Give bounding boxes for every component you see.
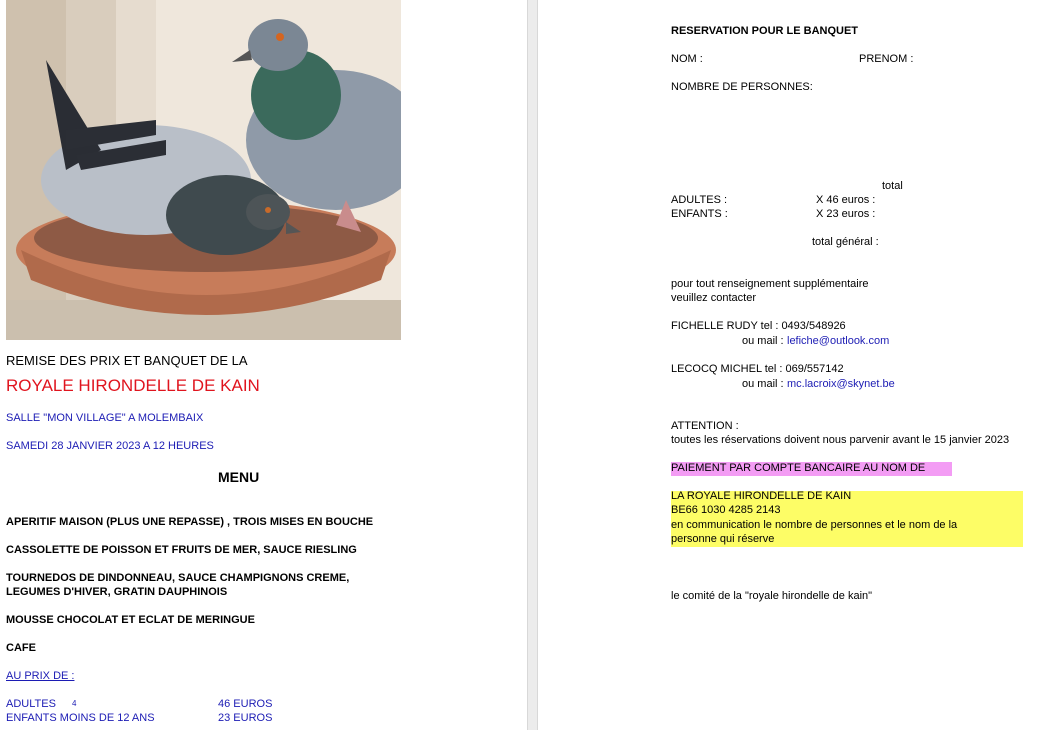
contact-2: LECOCQ MICHEL tel : 069/557142 (671, 363, 844, 375)
menu-title: MENU (218, 469, 260, 485)
contact-1-mail-label: ou mail : (742, 335, 784, 347)
nom-label: NOM : (671, 53, 703, 65)
intro-text: REMISE DES PRIX ET BANQUET DE LA (6, 353, 248, 368)
bank-line: en communication le nombre de personnes et le nom de la (671, 519, 958, 531)
price-adult-value: 46 EUROS (218, 698, 273, 710)
price-adult-label: ADULTES (6, 698, 56, 710)
total-label: total (882, 180, 903, 192)
reservation-title: RESERVATION POUR LE BANQUET (671, 25, 859, 37)
bank-line: personne qui réserve (671, 533, 775, 545)
prenom-label: PRENOM : (859, 53, 914, 65)
total-general-label: total général : (812, 236, 879, 248)
menu-item: APERITIF MAISON (PLUS UNE REPASSE) , TROIS MISES EN BOUCHE (6, 516, 374, 528)
price-adult-mark: 4 (72, 699, 77, 708)
info-line: pour tout renseignement supplémentaire (671, 278, 869, 290)
enfants-price: X 23 euros : (816, 208, 876, 220)
menu-item: MOUSSE CHOCOLAT ET ECLAT DE MERINGUE (6, 614, 255, 626)
pigeons-photo (6, 0, 401, 340)
signature-text: le comité de la "royale hirondelle de kain" (671, 590, 873, 602)
menu-item: CAFE (6, 642, 36, 654)
menu-item: TOURNEDOS DE DINDONNEAU, SAUCE CHAMPIGNONS CREME, (6, 572, 350, 584)
bank-line: BE66 1030 4285 2143 (671, 504, 781, 516)
price-child-label: ENFANTS MOINS DE 12 ANS (6, 712, 155, 724)
price-child-value: 23 EUROS (218, 712, 273, 724)
menu-item: CASSOLETTE DE POISSON ET FRUITS DE MER, SAUCE RIESLING (6, 544, 357, 556)
adultes-label: ADULTES : (671, 194, 728, 206)
contact-1: FICHELLE RUDY tel : 0493/548926 (671, 320, 846, 332)
date-text: SAMEDI 28 JANVIER 2023 A 12 HEURES (6, 440, 214, 452)
nombre-label: NOMBRE DE PERSONNES: (671, 81, 813, 93)
price-heading: AU PRIX DE : (6, 670, 75, 682)
attention-label: ATTENTION : (671, 420, 739, 432)
club-name-heading: ROYALE HIRONDELLE DE KAIN (6, 376, 260, 395)
menu-item: LEGUMES D'HIVER, GRATIN DAUPHINOIS (6, 586, 228, 598)
page-separator (527, 0, 538, 730)
payment-heading: PAIEMENT PAR COMPTE BANCAIRE AU NOM DE (671, 462, 952, 476)
contact-2-mail-label: ou mail : (742, 378, 784, 390)
contact-2-mail-link[interactable]: mc.lacroix@skynet.be (787, 378, 895, 390)
adultes-price: X 46 euros : (816, 194, 876, 206)
info-line: veuillez contacter (671, 292, 756, 304)
attention-text: toutes les réservations doivent nous parvenir avant le 15 janvier 2023 (671, 434, 1010, 446)
enfants-label: ENFANTS : (671, 208, 728, 220)
venue-text: SALLE "MON VILLAGE" A MOLEMBAIX (6, 412, 204, 424)
contact-1-mail-link[interactable]: lefiche@outlook.com (787, 335, 890, 347)
bank-line: LA ROYALE HIRONDELLE DE KAIN (671, 490, 852, 502)
